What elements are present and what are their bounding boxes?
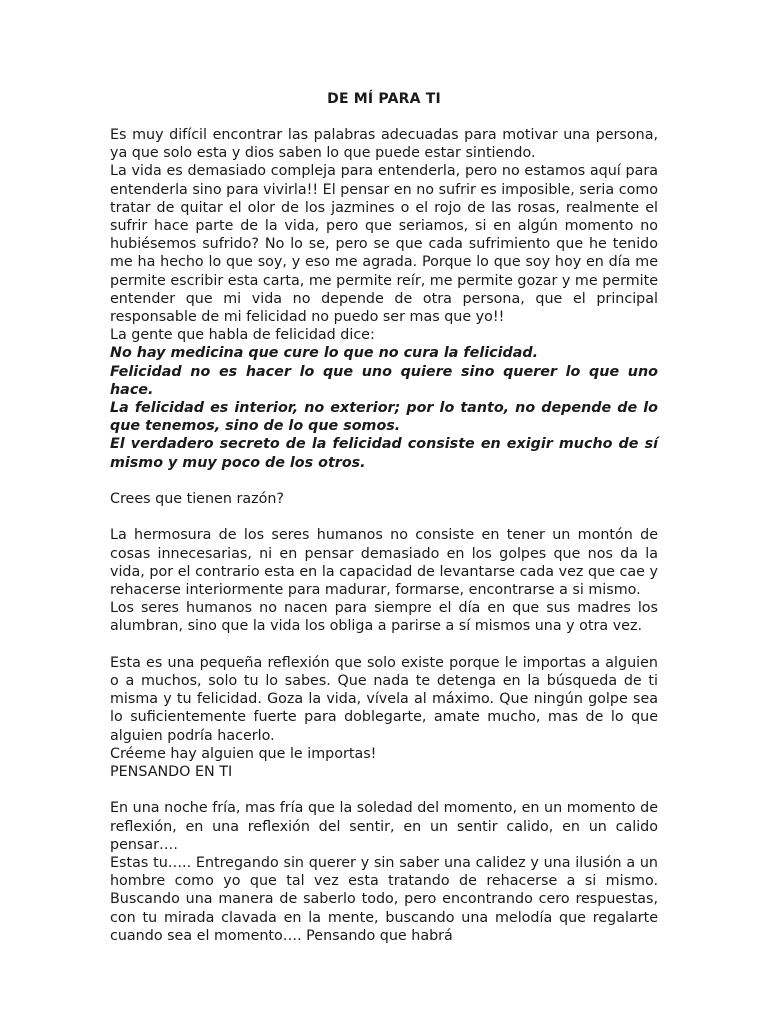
paragraph-spacer: [110, 781, 658, 799]
quote-secret: El verdadero secreto de la felicidad consiste en exigir mucho de sí mismo y muy poco de los otros.: [110, 436, 658, 471]
section-heading: PENSANDO EN TI: [110, 764, 233, 781]
paragraph-spacer: [110, 636, 658, 654]
quote-wanting: Felicidad no es hacer lo que uno quiere sino querer lo que uno hace.: [110, 363, 658, 398]
night-paragraph: En una noche fría, mas fría que la soledad del momento, en un momento de reflexión, en una reflexión del sentir, en un sentir calido, en un calido pensar….: [110, 800, 658, 853]
happiness-intro-line: La gente que habla de felicidad dice:: [110, 327, 375, 344]
document-title: DE MÍ PARA TI: [327, 91, 441, 107]
you-paragraph: Estas tu….. Entregando sin querer y sin saber una calidez y una ilusión a un hombre como yo que tal vez esta tratando de rehacerse a si mismo. Buscando una manera de saberlo todo, pero encontrando cero respuestas, con tu mirada clavada en la mente, buscando una melodía que regalarte cuando sea el momento…. Pensando que habrá: [110, 855, 658, 944]
paragraph-spacer: [110, 508, 658, 526]
quote-medicine: No hay medicina que cure lo que no cura la felicidad.: [110, 345, 539, 362]
quote-interior: La felicidad es interior, no exterior; por lo tanto, no depende de lo que tenemos, sino de lo que somos.: [110, 400, 658, 435]
document-body: [110, 126, 658, 945]
paragraph-spacer: [110, 472, 658, 490]
beauty-paragraph: La hermosura de los seres humanos no consiste en tener un montón de cosas innecesarias, ni en pensar demasiado en los golpes que nos da la vida, por el contrario esta en la capacidad de levantarse cada vez que cae y rehacerse interiormente para madurar, formarse, encontrarse a si mismo.: [110, 527, 658, 599]
born-paragraph: Los seres humanos no nacen para siempre el día en que sus madres los alumbran, sino que la vida los obliga a parirse a sí mismos una y otra vez.: [110, 600, 658, 635]
life-paragraph: La vida es demasiado compleja para entenderla, pero no estamos aquí para entenderla sino para vivirla!! El pensar en no sufrir es imposible, seria como tratar de quitar el olor de los jazmines o el rojo de las rosas, realmente el sufrir hace parte de la vida, pero que seriamos, si en algún momento no hubiésemos sufrido? No lo se, pero se que cada sufrimiento que he tenido me ha hecho lo que soy, y eso me agrada. Porque lo que soy hoy en día me permite escribir esta carta, me permite reír, me permite gozar y me permite entender que mi vida no depende de otra persona, que el principal responsable de mi felicidad no puedo ser mas que yo!!: [110, 163, 658, 326]
believe-line: Créeme hay alguien que le importas!: [110, 745, 377, 762]
intro-paragraph: Es muy difícil encontrar las palabras adecuadas para motivar una persona, ya que solo esta y dios saben lo que puede estar sintiendo.: [110, 127, 658, 162]
question-line: Crees que tienen razón?: [110, 491, 284, 508]
reflection-paragraph: Esta es una pequeña reflexión que solo existe porque le importas a alguien o a muchos, solo tu lo sabes. Que nada te detenga en la búsqueda de ti misma y tu felicidad. Goza la vida, vívela al máximo. Que ningún golpe sea lo suficientemente fuerte para doblegarte, amate mucho, mas de lo que alguien podría hacerlo.: [110, 654, 658, 744]
